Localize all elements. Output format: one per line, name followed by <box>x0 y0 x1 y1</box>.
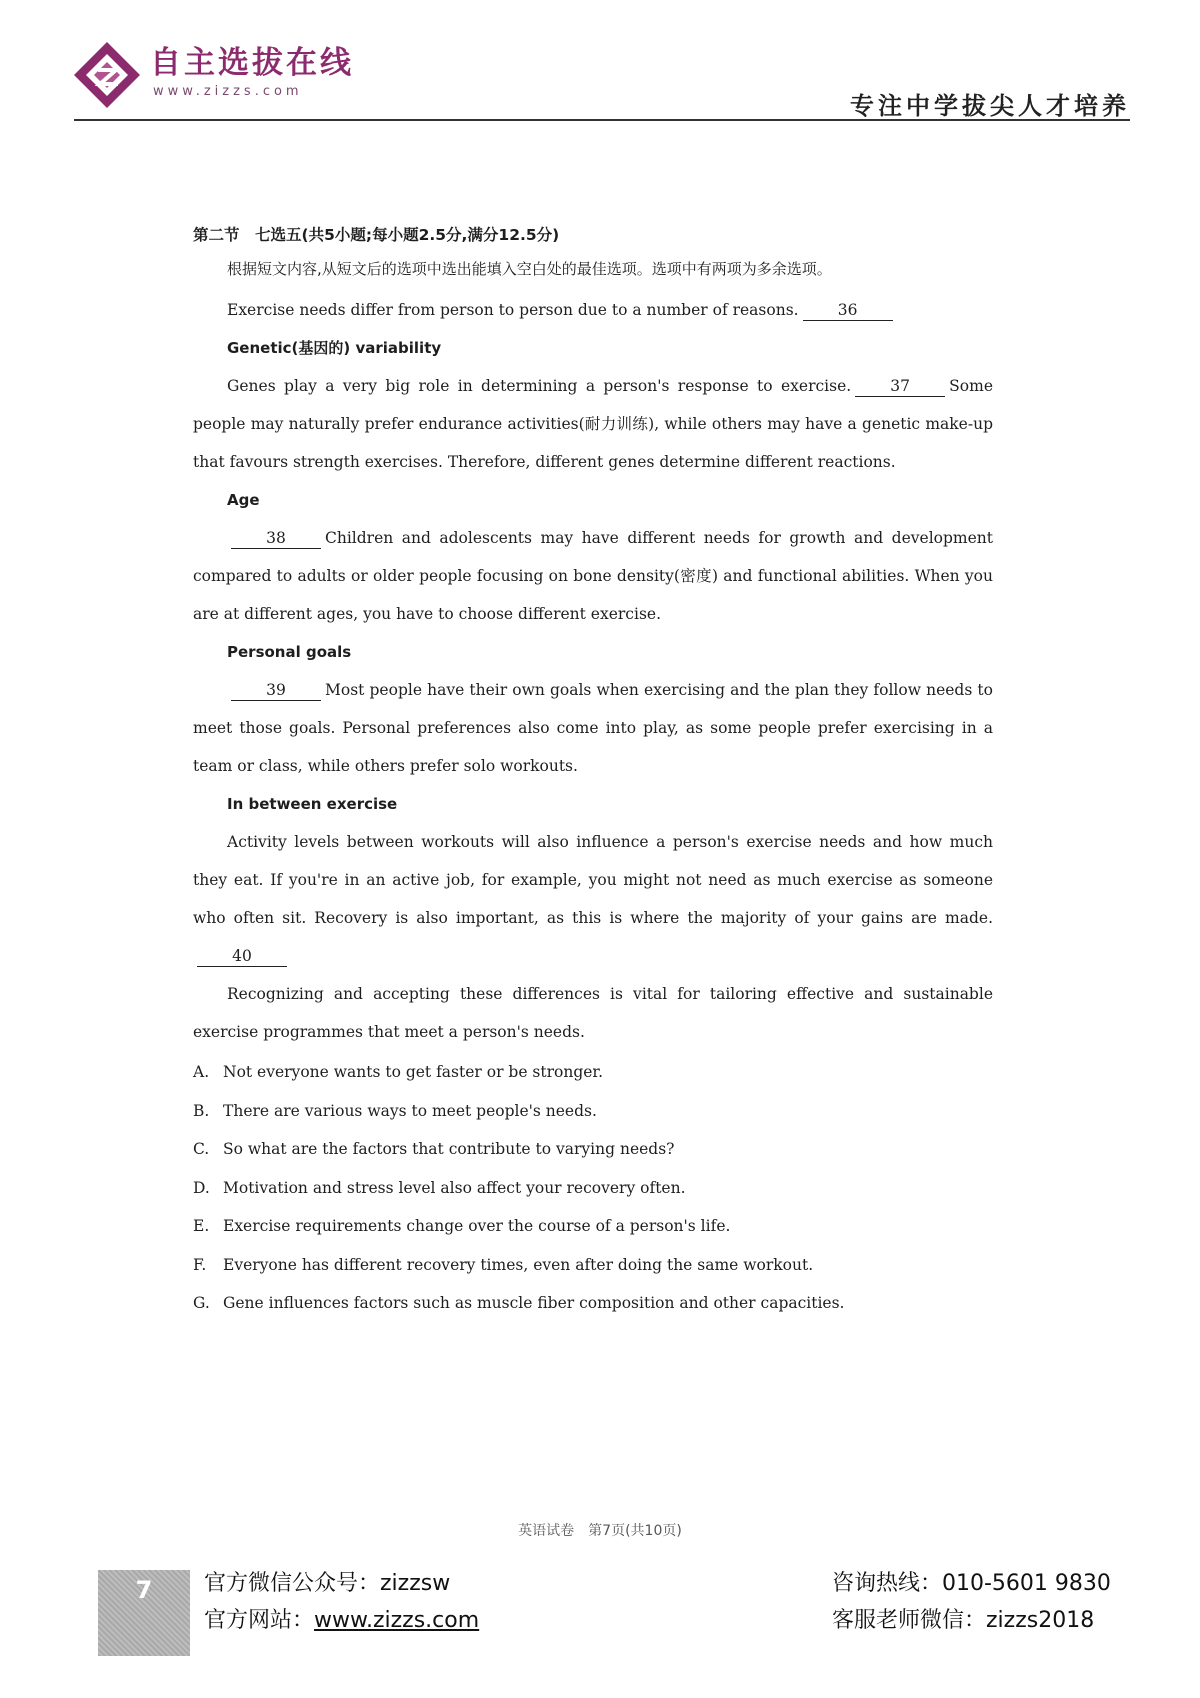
option-c <box>193 1130 993 1169</box>
goals-paragraph <box>193 671 993 785</box>
option-text: So what are the factors that contribute to varying needs? <box>223 1140 675 1158</box>
option-d <box>193 1169 993 1208</box>
option-a <box>193 1053 993 1092</box>
between-text-before: Activity levels between workouts will also influence a person's exercise needs and how much they eat. If you're in an active job, for example, you might not need as much exercise as someone who often sit. Recovery is also important, as this is where the majority of your gains are made. <box>193 833 993 927</box>
age-paragraph <box>193 519 993 633</box>
subheading-in-between-exercise: In between exercise <box>227 795 398 813</box>
age-text-after: Children and adolescents may have different needs for growth and development compared to adults or older people focusing on bone density(密度) and functional abilities. When you are at different ages, you have to choose different exercise. <box>193 529 993 623</box>
genetic-paragraph <box>193 367 993 481</box>
option-letter: D. <box>193 1178 210 1197</box>
exam-content <box>193 222 993 1323</box>
option-e <box>193 1207 993 1246</box>
contact-left <box>204 1569 479 1643</box>
option-text: There are various ways to meet people's needs. <box>223 1101 597 1120</box>
service-wechat: 客服老师微信：zizzs2018 <box>832 1608 1095 1633</box>
zizzs-logo-icon <box>72 40 142 110</box>
answer-blank-36: 36 <box>803 300 893 321</box>
subheading-personal-goals: Personal goals <box>227 643 352 661</box>
answer-blank-39: 39 <box>231 680 321 701</box>
genetic-text-after: Some people may naturally prefer endurance activities(耐力训练), while others may have a genetic make-up that favours strength exercises. Therefore, different genes determine different reactions. <box>193 377 993 471</box>
option-text: Gene influences factors such as muscle fiber composition and other capacities. <box>223 1294 845 1312</box>
answer-blank-37: 37 <box>855 376 945 397</box>
option-letter: G. <box>193 1294 210 1312</box>
exam-page-footer: 英语试卷 第7页(共10页) <box>518 1523 682 1539</box>
option-letter: F. <box>193 1255 207 1274</box>
wechat-official-account: 官方微信公众号：zizzsw <box>204 1571 451 1596</box>
option-letter: E. <box>193 1217 210 1235</box>
conclusion-paragraph: Recognizing and accepting these differences is vital for tailoring effective and sustainable exercise programmes that meet a person's needs. <box>193 985 993 1041</box>
intro-paragraph <box>193 291 993 329</box>
option-letter: C. <box>193 1140 210 1158</box>
website-label: 官方网站： <box>204 1608 315 1633</box>
header-slogan: 专注中学拔尖人才培养 <box>850 91 1130 120</box>
intro-text: Exercise needs differ from person to person due to a number of reasons. <box>227 301 799 319</box>
option-text: Everyone has different recovery times, even after doing the same workout. <box>223 1255 814 1274</box>
logo-text: 自主选拔在线 <box>150 45 354 81</box>
option-text: Exercise requirements change over the course of a person's life. <box>223 1217 731 1235</box>
option-text: Motivation and stress level also affect your recovery often. <box>223 1178 686 1197</box>
goals-text-after: Most people have their own goals when exercising and the plan they follow needs to meet those goals. Personal preferences also come into play, as some people prefer exercising in a team or class, while others prefer solo workouts. <box>193 681 993 775</box>
option-g <box>193 1284 993 1323</box>
website-link[interactable]: www.zizzs.com <box>314 1608 480 1633</box>
section-heading: 第二节 七选五(共5小题;每小题2.5分,满分12.5分) <box>193 226 560 244</box>
answer-blank-38: 38 <box>231 528 321 549</box>
subheading-age: Age <box>227 491 260 509</box>
consult-hotline: 咨询热线：010-5601 9830 <box>832 1571 1111 1596</box>
logo-url: www.zizzs.com <box>153 84 303 99</box>
answer-blank-40: 40 <box>197 946 287 967</box>
page-number-box <box>98 1570 190 1656</box>
header-divider <box>74 119 1130 121</box>
option-b <box>193 1092 993 1131</box>
section-instructions: 根据短文内容,从短文后的选项中选出能填入空白处的最佳选项。选项中有两项为多余选项。 <box>227 260 832 278</box>
option-f <box>193 1246 993 1285</box>
contact-right <box>832 1569 1111 1643</box>
page-header <box>0 0 1200 125</box>
subheading-genetic: Genetic(基因的) variability <box>227 339 442 357</box>
option-letter: A. <box>193 1063 210 1081</box>
genetic-text-before: Genes play a very big role in determining a person's response to exercise. <box>227 377 852 395</box>
answer-options <box>193 1053 993 1323</box>
website-line <box>204 1606 479 1636</box>
page-number: 7 <box>135 1576 153 1604</box>
option-text: Not everyone wants to get faster or be stronger. <box>223 1063 604 1081</box>
option-letter: B. <box>193 1101 210 1120</box>
between-paragraph <box>193 823 993 975</box>
